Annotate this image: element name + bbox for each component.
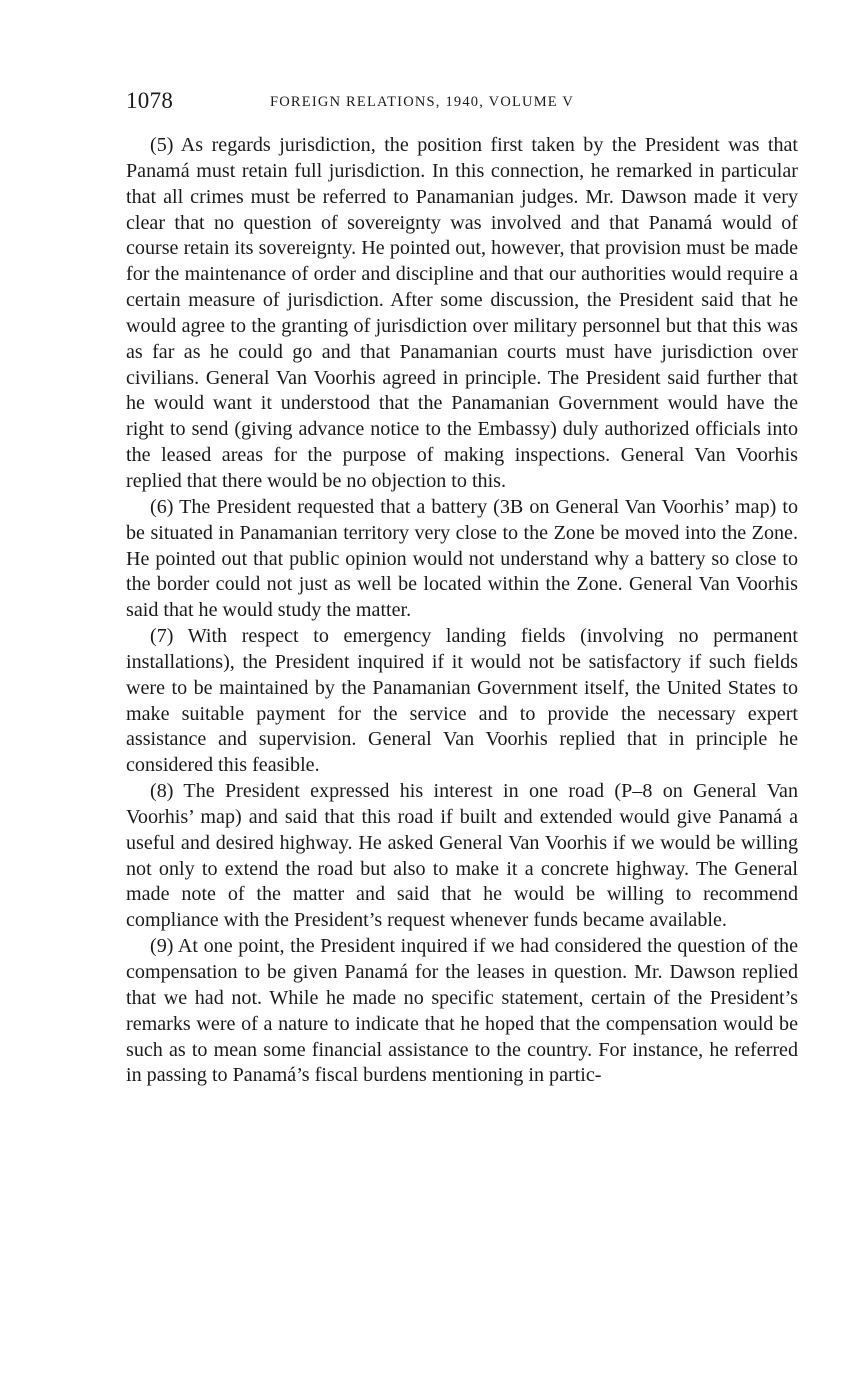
- running-title: FOREIGN RELATIONS, 1940, VOLUME V: [270, 94, 575, 110]
- body-text: [126, 133, 798, 1089]
- paragraph-5: (5) As regards jurisdiction, the position first taken by the President was that Panamá must retain full jurisdiction. In this connection, he remarked in particular that all crimes must be referred to Panamanian judges. Mr. Dawson made it very clear that no question of sovereignty was involved and that Panamá would of course retain its sovereignty. He pointed out, however, that provision must be made for the maintenance of order and discipline and that our authorities would require a certain measure of jurisdiction. After some discussion, the President said that he would agree to the granting of jurisdiction over military personnel but that this was as far as he could go and that Panamanian courts must have jurisdiction over civilians. General Van Voorhis agreed in principle. The President said further that he would want it understood that the Panamanian Government would have the right to send (giving advance notice to the Embassy) duly authorized officials into the leased areas for the purpose of making inspections. General Van Voorhis replied that there would be no objection to this.: [126, 134, 798, 492]
- paragraph-9: (9) At one point, the President inquired if we had considered the question of the compensation to be given Panamá for the leases in question. Mr. Dawson replied that we had not. While he made no specific statement, certain of the President’s remarks were of a nature to indicate that he hoped that the compensation would be such as to mean some financial assistance to the country. For instance, he referred in passing to Panamá’s fiscal burdens mentioning in partic-: [126, 935, 798, 1087]
- paragraph-6: (6) The President requested that a battery (3B on General Van Voorhis’ map) to be situated in Panamanian territory very close to the Zone be moved into the Zone. He pointed out that public opinion would not understand why a battery so close to the border could not just as well be located within the Zone. General Van Voorhis said that he would study the matter.: [126, 495, 798, 622]
- paragraph-7: (7) With respect to emergency landing fields (involving no permanent installations), the President inquired if it would not be satisfactory if such fields were to be maintained by the Panamanian Government itself, the United States to make suitable payment for the service and to provide the necessary expert assistance and supervision. General Van Voorhis replied that in principle he considered this feasible.: [126, 625, 798, 777]
- paragraph-8: (8) The President expressed his interest in one road (P–8 on General Van Voorhis’ map) and said that this road if built and extended would give Panamá a useful and desired highway. He asked General Van Voorhis if we would be willing not only to extend the road but also to make it a concrete highway. The General made note of the matter and said that he would be willing to recommend compliance with the President’s request whenever funds became available.: [126, 780, 798, 932]
- page-header: [126, 88, 798, 122]
- page-number: 1078: [126, 88, 174, 113]
